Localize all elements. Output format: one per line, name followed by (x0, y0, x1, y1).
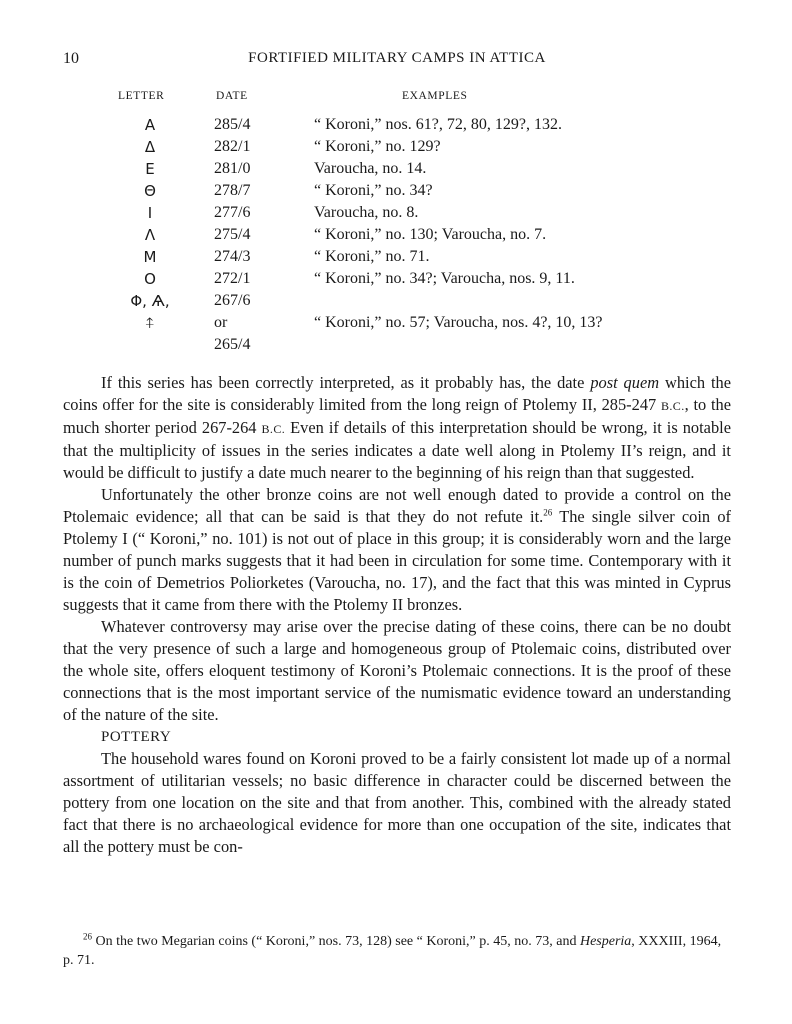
text-run: , to the much shorter period 267-264 (63, 395, 731, 437)
date-cell: 278/7 (214, 182, 251, 199)
paragraph-bronze-coins (63, 484, 731, 616)
italic-term: post quem (590, 373, 660, 392)
section-heading: POTTERY (101, 729, 172, 745)
letter-cell: Ε (145, 160, 155, 178)
letter-cell: Φ, Ѧ, (130, 292, 170, 310)
letter-cell: Θ (144, 182, 156, 200)
footnote (63, 932, 731, 970)
letter-cell: Ο (144, 270, 156, 288)
text-run: Unfortunately the other bronze coins are not well enough dated to provide a control on the Ptolemaic evidence; all that can be said is that they do not refute it. (63, 485, 731, 526)
table-body (0, 114, 792, 356)
table-row (0, 246, 792, 268)
text-run: which the coins offer for the site is considerably limited from the long reign of Ptolemy II, 285-247 (63, 373, 731, 414)
table-row (0, 312, 792, 334)
examples-cell: “ Koroni,” no. 129? (314, 138, 441, 155)
examples-cell: Varoucha, no. 14. (314, 160, 427, 177)
footnote-text (63, 932, 731, 970)
date-cell: 265/4 (214, 336, 251, 353)
table-row (0, 114, 792, 136)
text-run: The single silver coin of Ptolemy I (“ Koroni,” no. 101) is not out of place in this group; it is considerably worn and the large number of punch marks suggests that it had been in circulation for some time. Contemporary with it is the coin of Demetrios Poliorketes (Varoucha, no. 17), and the fact that this was minted in Cyprus suggests that it came from there with the Ptolemy II bronzes. (63, 507, 731, 614)
examples-cell: “ Koroni,” nos. 61?, 72, 80, 129?, 132. (314, 116, 562, 133)
era-abbreviation: B.C. (261, 422, 286, 436)
paragraph-conclusion: Whatever controversy may arise over the precise dating of these coins, there can be no doubt that the very presence of such a large and homogeneous group of Ptolemaic coins, distributed over the whole site, offers eloquent testimony of Koroni’s Ptolemaic connections. It is the proof of these connections that is the most important service of the numismatic evidence toward an understanding of the nature of the site. (63, 617, 731, 724)
date-cell: 272/1 (214, 270, 251, 287)
date-cell: 277/6 (214, 204, 251, 221)
body-text (63, 372, 731, 858)
era-abbreviation: B.C. (660, 399, 685, 413)
text-run: If this series has been correctly interpreted, as it probably has, the date (101, 373, 591, 392)
paragraph-dating (63, 372, 731, 484)
examples-cell: “ Koroni,” no. 130; Varoucha, no. 7. (314, 226, 547, 243)
footnote-reference: 26 (543, 507, 553, 518)
page-header (63, 50, 731, 72)
examples-cell: “ Koroni,” no. 34?; Varoucha, nos. 9, 11. (314, 270, 575, 287)
letter-cell: Μ (143, 248, 157, 266)
table-row (0, 136, 792, 158)
table-row (0, 158, 792, 180)
page-number: 10 (63, 50, 79, 67)
date-cell: 285/4 (214, 116, 251, 133)
paragraph-pottery: The household wares found on Koroni proved to be a fairly consistent lot made up of a normal assortment of utilitarian vessels; no basic difference in character could be discerned between the pottery from one location on the site and that from another. This, combined with the already stated fact that there is no archaeological evidence for more than one occupation of the site, indicates that all the pottery must be con- (63, 749, 731, 856)
letter-cell: Α (144, 116, 156, 134)
examples-cell: “ Koroni,” no. 57; Varoucha, nos. 4?, 10, 13? (314, 314, 603, 331)
table-row (0, 290, 792, 312)
date-cell: 275/4 (214, 226, 251, 243)
table-row (0, 268, 792, 290)
table-row (0, 202, 792, 224)
examples-cell: “ Koroni,” no. 34? (314, 182, 433, 199)
footnote-number: 26 (83, 931, 92, 942)
letter-cell: ⍏ (145, 314, 155, 332)
table-row (0, 334, 792, 356)
letter-cell: Δ (144, 138, 156, 156)
journal-title: Hesperia (579, 934, 632, 949)
column-header-letter: LETTER (118, 90, 165, 102)
table-row (0, 224, 792, 246)
text-run: , XXXIII, 1964, p. 71. (63, 934, 722, 968)
date-cell: 267/6 (214, 292, 251, 309)
text-run: On the two Megarian coins (“ Koroni,” nos. 73, 128) see “ Koroni,” p. 45, no. 73, and (92, 934, 580, 949)
text-run: Even if details of this interpretation should be wrong, it is notable that the multiplicity of issues in the series indicates a date well along in Ptolemy II’s reign, and it would be difficult to justify a date much nearer to the beginning of his reign than that suggested. (63, 418, 731, 482)
date-cell: 282/1 (214, 138, 251, 155)
date-cell: 281/0 (214, 160, 251, 177)
column-header-date: DATE (216, 90, 248, 102)
table-row (0, 180, 792, 202)
examples-cell: Varoucha, no. 8. (314, 204, 419, 221)
column-header-examples: EXAMPLES (402, 90, 468, 102)
letter-cell: Ι (147, 204, 153, 222)
date-cell: or (214, 314, 228, 331)
letter-cell: Λ (144, 226, 156, 244)
running-title: FORTIFIED MILITARY CAMPS IN ATTICA (248, 50, 546, 66)
date-cell: 274/3 (214, 248, 251, 265)
examples-cell: “ Koroni,” no. 71. (314, 248, 430, 265)
